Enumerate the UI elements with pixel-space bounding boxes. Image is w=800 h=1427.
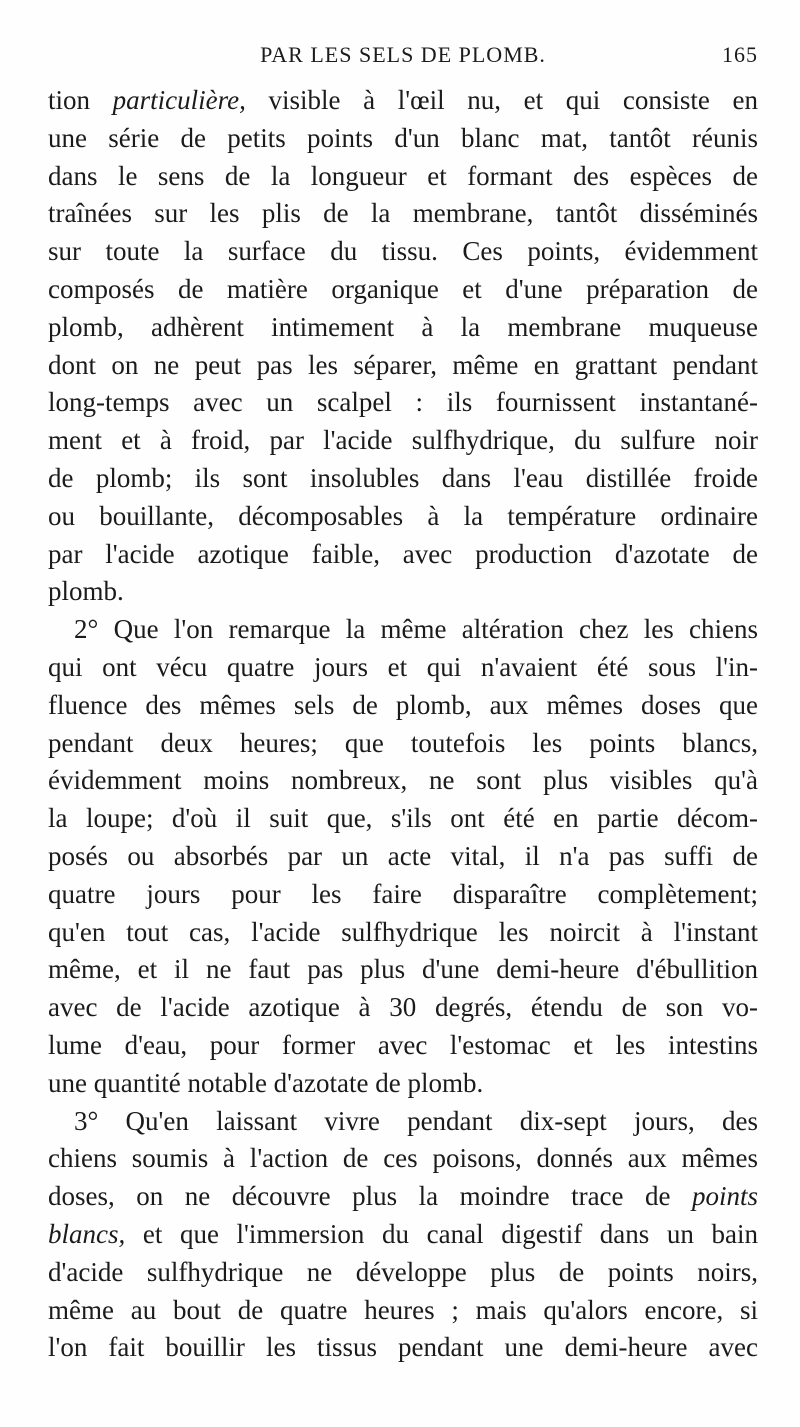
- text-segment: même au bout de quatre heures ; mais qu'alors encore, si: [48, 1294, 758, 1325]
- text-segment: une série de petits points d'un blanc mat, tantôt réunis: [48, 122, 758, 153]
- text-segment: et que l'immersion du canal digestif dans un bain: [125, 1218, 758, 1249]
- text-segment: une quantité notable d'azotate de plomb.: [48, 1067, 484, 1098]
- text-line: [48, 762, 758, 800]
- text-line: [48, 611, 758, 649]
- text-line: [48, 1027, 758, 1065]
- text-segment: composés de matière organique et d'une préparation de: [48, 273, 758, 304]
- text-segment: chiens soumis à l'action de ces poisons, donnés aux mêmes: [48, 1143, 758, 1174]
- page-number: 165: [722, 42, 758, 67]
- body-text: [48, 82, 758, 1367]
- text-segment: dans le sens de la longueur et formant des espèces de: [48, 160, 758, 191]
- text-segment: plomb, adhèrent intimement à la membrane muqueuse: [48, 311, 758, 342]
- text-line: [48, 82, 758, 120]
- text-line: [48, 120, 758, 158]
- text-line: [48, 951, 758, 989]
- text-segment: même, et il ne faut pas plus d'une demi-heure d'ébullition: [48, 954, 758, 985]
- text-line: [48, 800, 758, 838]
- text-line: [48, 838, 758, 876]
- running-head: [48, 36, 758, 72]
- text-segment: évidemment moins nombreux, ne sont plus visibles qu'à: [48, 765, 758, 796]
- text-segment: qui ont vécu quatre jours et qui n'avaient été sous l'in-: [48, 651, 758, 682]
- text-line: [48, 347, 758, 385]
- text-segment: traînées sur les plis de la membrane, tantôt disséminés: [48, 198, 758, 229]
- text-segment: par l'acide azotique faible, avec production d'azotate de: [48, 538, 758, 569]
- text-segment: avec de l'acide azotique à 30 degrés, étendu de son vo-: [48, 992, 758, 1023]
- text-segment: la loupe; d'où il suit que, s'ils ont été en partie décom-: [48, 803, 758, 834]
- text-segment: l'on fait bouillir les tissus pendant une demi-heure avec: [48, 1332, 758, 1363]
- text-line: [48, 422, 758, 460]
- text-line: [48, 1103, 758, 1141]
- text-line: [48, 460, 758, 498]
- text-line: [48, 195, 758, 233]
- text-line: [48, 498, 758, 536]
- text-segment: de plomb; ils sont insolubles dans l'eau distillée froide: [48, 462, 758, 493]
- text-line: [48, 1140, 758, 1178]
- italic-text: points: [691, 1181, 758, 1212]
- text-segment: quatre jours pour les faire disparaître complètement;: [48, 878, 758, 909]
- text-line: [48, 1329, 758, 1367]
- text-segment: doses, on ne découvre plus la moindre trace de: [48, 1181, 692, 1212]
- text-line: [48, 725, 758, 763]
- text-segment: visible à l'œil nu, et qui consiste en: [245, 85, 758, 115]
- text-segment: plomb.: [48, 576, 124, 607]
- text-line: [48, 1065, 758, 1103]
- text-segment: ment et à froid, par l'acide sulfhydrique, du sulfure noir: [48, 425, 758, 456]
- text-line: [48, 649, 758, 687]
- text-line: [48, 876, 758, 914]
- text-line: [48, 1216, 758, 1254]
- text-segment: lume d'eau, pour former avec l'estomac et les intestins: [48, 1029, 758, 1060]
- text-line: [48, 687, 758, 725]
- text-line: [48, 1178, 758, 1216]
- italic-text: particulière,: [112, 85, 246, 115]
- text-segment: posés ou absorbés par un acte vital, il n'a pas suffi de: [48, 840, 758, 871]
- text-line: [48, 1254, 758, 1292]
- text-line: [48, 233, 758, 271]
- text-segment: 2° Que l'on remarque la même altération chez les chiens: [74, 614, 758, 645]
- text-segment: pendant deux heures; que toutefois les points blancs,: [48, 727, 758, 758]
- text-line: [48, 1292, 758, 1330]
- text-line: [48, 271, 758, 309]
- text-segment: ou bouillante, décomposables à la température ordinaire: [48, 500, 758, 531]
- text-line: [48, 309, 758, 347]
- text-line: [48, 536, 758, 574]
- text-segment: tion: [48, 85, 113, 115]
- text-line: [48, 158, 758, 196]
- text-segment: dont on ne peut pas les séparer, même en grattant pendant: [48, 349, 758, 380]
- text-segment: d'acide sulfhydrique ne développe plus de points noirs,: [48, 1256, 758, 1287]
- text-line: [48, 914, 758, 952]
- text-segment: long-temps avec un scalpel : ils fournissent instantané-: [48, 387, 758, 418]
- text-segment: sur toute la surface du tissu. Ces points, évidemment: [48, 236, 758, 267]
- text-segment: fluence des mêmes sels de plomb, aux mêmes doses que: [48, 689, 758, 720]
- text-line: [48, 989, 758, 1027]
- italic-text: blancs,: [48, 1218, 126, 1249]
- running-title: PAR LES SELS DE PLOMB.: [260, 42, 546, 67]
- text-segment: qu'en tout cas, l'acide sulfhydrique les noircit à l'instant: [48, 916, 758, 947]
- text-segment: 3° Qu'en laissant vivre pendant dix-sept jours, des: [74, 1105, 758, 1136]
- text-line: [48, 384, 758, 422]
- text-line: [48, 573, 758, 611]
